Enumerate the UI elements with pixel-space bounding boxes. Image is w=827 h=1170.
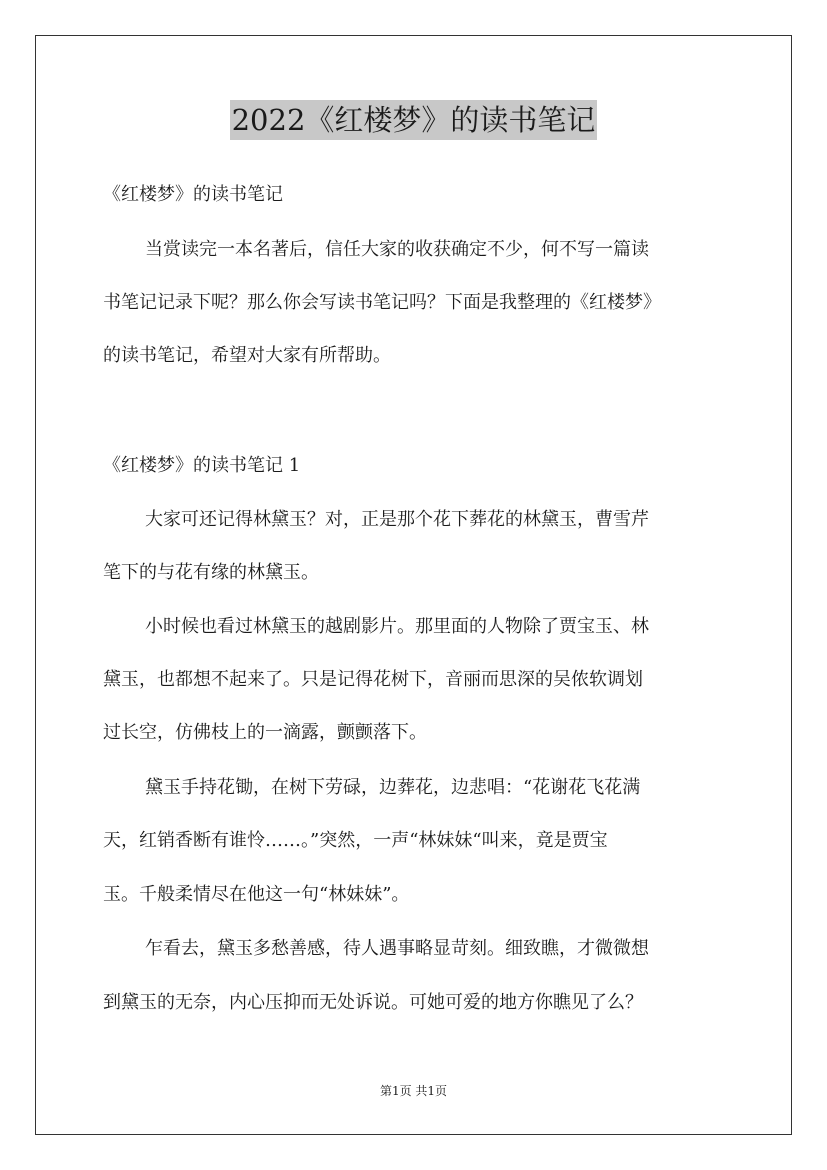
paragraph-line: 小时候也看过林黛玉的越剧影片。那里面的人物除了贾宝玉、林: [145, 616, 649, 637]
document-title: 2022《红楼梦》的读书笔记: [230, 100, 598, 140]
paragraph-line: 书笔记记录下呢？那么你会写读书笔记吗？下面是我整理的《红楼梦》: [103, 292, 661, 313]
paragraph-line: 玉。千般柔情尽在他这一句“林妹妹”。: [103, 884, 410, 905]
paragraph-line: 黛玉，也都想不起来了。只是记得花树下，音丽而思深的吴侬软调划: [103, 669, 643, 690]
section-heading: 《红楼梦》的读书笔记: [103, 184, 283, 205]
paragraph-line: 天，红销香断有谁怜……。”突然，一声“林妹妹“叫来，竟是贾宝: [103, 830, 608, 851]
section-heading: 《红楼梦》的读书笔记 1: [103, 455, 301, 476]
paragraph-line: 当赏读完一本名著后，信任大家的收获确定不少，何不写一篇读: [145, 239, 649, 260]
paragraph-line: 过长空，仿佛枝上的一滴露，颤颤落下。: [103, 722, 427, 743]
paragraph-line: 到黛玉的无奈，内心压抑而无处诉说。可她可爱的地方你瞧见了么？: [103, 992, 643, 1013]
paragraph-line: 黛玉手持花锄，在树下劳碌，边葬花，边悲唱：“花谢花飞花满: [145, 777, 641, 798]
paragraph-line: 笔下的与花有缘的林黛玉。: [103, 562, 319, 583]
page-footer: 第1页 共1页: [379, 1084, 448, 1098]
paragraph-line: 的读书笔记，希望对大家有所帮助。: [103, 345, 391, 366]
paragraph-line: 乍看去，黛玉多愁善感，待人遇事略显苛刻。细致瞧，才微微想: [145, 938, 649, 959]
paragraph-line: 大家可还记得林黛玉？对，正是那个花下葬花的林黛玉，曹雪芹: [145, 509, 649, 530]
title-container: [0, 100, 827, 140]
